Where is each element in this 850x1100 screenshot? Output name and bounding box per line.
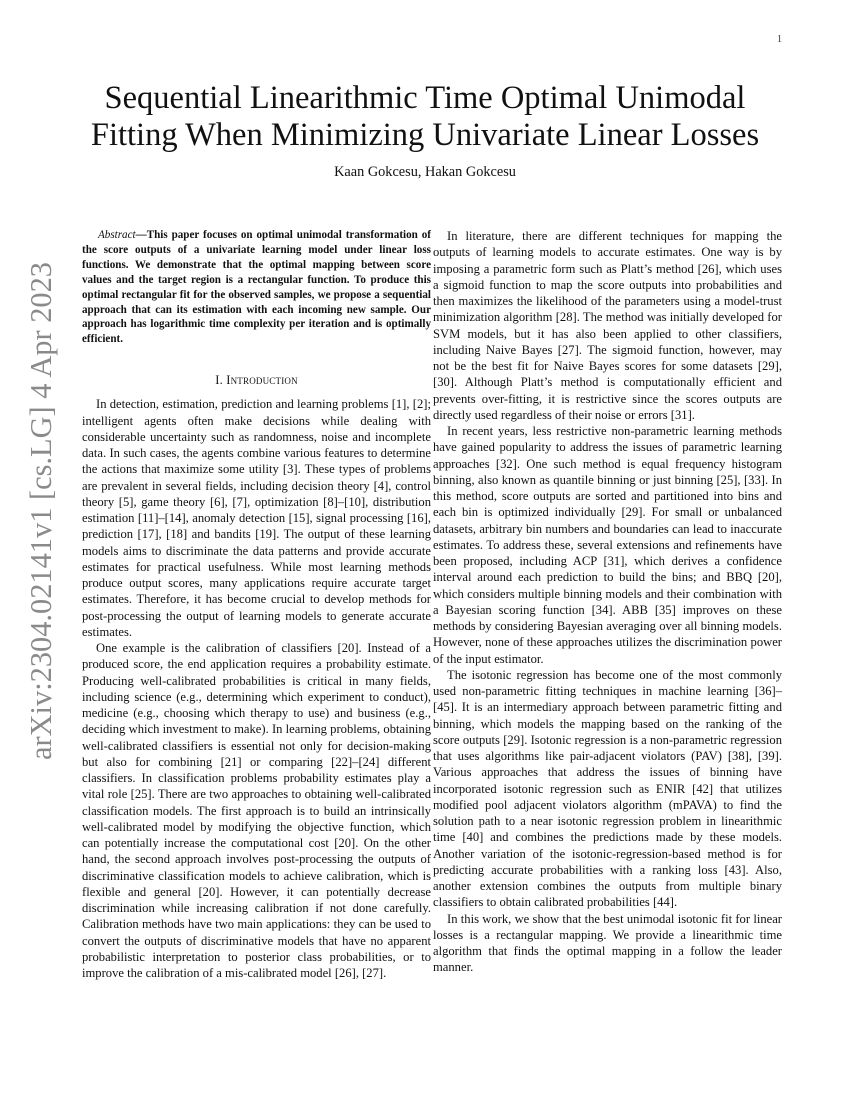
- paragraph: In literature, there are different techniques for mapping the outputs of learning models to accurate estimates. One way is by imposing a parametric form such as Platt’s method [26], which uses a sigmoid function to map the score outputs into probabilities and then maximizes the likelihood of the parameters using a model-trust minimization algorithm [28]. The method was initially developed for SVM models, but it has also been applied to other classifiers, including Naive Bayes [27]. The sigmoid function, however, may not be the best fit for Naive Bayes scores for some datasets [29], [30]. Although Platt’s method is computationally efficient and prevents over-fitting, it is restrictive since the scores outputs are directly used regardless of their noise or errors [31].: [433, 229, 782, 422]
- paragraph: The isotonic regression has become one of the most commonly used non-parametric fitting techniques in machine learning [36]–[45]. It is an intermediary approach between parametric fitting and binning, which models the mapping based on the ranking of the score outputs [29]. Isotonic regression is a non-parametric regression that uses algorithms like pair-adjacent violators (PAV) [38], [39]. Various approaches that address the issues of binning have incorporated isotonic regression such as ENIR [42] that utilizes modified pool adjacent violators algorithm (mPAVA) to find the solution path to a near isotonic regression problem in linearithmic time [40] and combines the predictions made by these models. Another variation of the isotonic-regression-based method is for predicting accurate probabilities with a ranking loss [43]. Also, another extension combines the outputs from multiple binary classifiers to obtain calibrated probabilities [44].: [433, 667, 782, 910]
- section-title: Introduction: [226, 373, 298, 388]
- paper-title: [0, 80, 850, 154]
- paragraph: In detection, estimation, prediction and learning problems [1], [2]; intelligent agents often make decisions while dealing with considerable uncertainty such as randomness, noise and incomplete data. In such cases, the agents combine various features to determine the actions that maximize some utility [3]. These types of problems are prevalent in several fields, including decision theory [4], control theory [5], game theory [6], [7], optimization [8]–[10], distribution estimation [11]–[14], anomaly detection [15], signal processing [16], prediction [17], [18] and bandits [19]. The output of these learning models aims to discriminate the data patterns and provide accurate estimates for practical usefulness. While most learning methods produce output scores, many applications require accurate target estimates. Therefore, it has become crucial to develop methods for post-processing the output of learning models to generate accurate estimates.: [82, 397, 431, 639]
- paragraph: In recent years, less restrictive non-parametric learning methods have gained popularity to address the issues of parametric learning approaches [32]. One such method is equal frequency histogram binning, also known as quantile binning or just binning [25], [33]. In this method, score outputs are sorted and partitioned into bins and each bin is optimized individually [29]. For small or unbalanced datasets, arbitrary bin numbers and boundaries can lead to inaccurate estimates. To address these, several extensions and refinements have been proposed, including ACP [31], which derives a confidence interval around each prediction to build the bins; and BBQ [20], which considers multiple binning models and their combination with a Bayesian scoring function [34]. ABB [35] improves on these methods by considering Bayesian averaging over all binning models. However, none of these approaches utilizes the discrimination power of the input estimator.: [433, 424, 782, 666]
- arxiv-identifier: arXiv:2304.02141v1 [cs.LG] 4 Apr 2023: [24, 261, 58, 760]
- paragraph: In this work, we show that the best unimodal isotonic fit for linear losses is a rectangular mapping. We provide a linearithmic time algorithm that finds the optimal mapping in a follow the leader manner.: [433, 911, 782, 975]
- section-number: I.: [215, 373, 223, 388]
- title-line-1: Sequential Linearithmic Time Optimal Unimodal: [104, 80, 746, 116]
- section-heading: [82, 373, 431, 388]
- abstract-dash: —: [135, 229, 147, 241]
- left-column: [82, 228, 431, 981]
- right-column: [433, 228, 782, 976]
- arxiv-stamp: [24, 260, 64, 760]
- authors: Kaan Gokcesu, Hakan Gokcesu: [334, 164, 516, 180]
- title-line-2: Fitting When Minimizing Univariate Linear Losses: [90, 117, 760, 153]
- abstract-text: This paper focuses on optimal unimodal transformation of the score outputs of a univariate learning model under linear loss functions. We demonstrate that the optimal mapping between score values and the target region is a rectangular function. To produce this optimal rectangular fit for the observed samples, we propose a sequential approach that can its estimation with each incoming new sample. Our approach has logarithmic time complexity per iteration and is optimally efficient.: [82, 229, 431, 346]
- page-number: 1: [777, 34, 782, 45]
- paragraph: One example is the calibration of classifiers [20]. Instead of a produced score, the end application requires a probability estimate. Producing well-calibrated probabilities is critical in many fields, including science (e.g., determining which experiment to conduct), medicine (e.g., choosing which therapy to use) and business (e.g., deciding which investment to make). In learning problems, obtaining well-calibrated classifiers is essential not only for decision-making but also for combining [21] or comparing [22]–[24] different classifiers. In classification problems probability estimates play a vital role [25]. There are two approaches to obtaining well-calibrated classification models. The first approach is to build an intrinsically well-calibrated model by modifying the objective function, which can potentially increase the computational cost [20]. On the other hand, the second approach involves post-processing the outputs of discriminative classification models to achieve calibration, which is flexible and general [20]. However, it can potentially decrease discrimination while increasing calibration if not done carefully. Calibration methods have two main applications: they can be used to convert the outputs of discriminative models that have no apparent probabilistic interpretation to posterior class probabilities, or to improve the calibration of a mis-calibrated model [26], [27].: [82, 641, 431, 980]
- abstract-label: Abstract: [98, 229, 136, 241]
- abstract: [82, 228, 431, 347]
